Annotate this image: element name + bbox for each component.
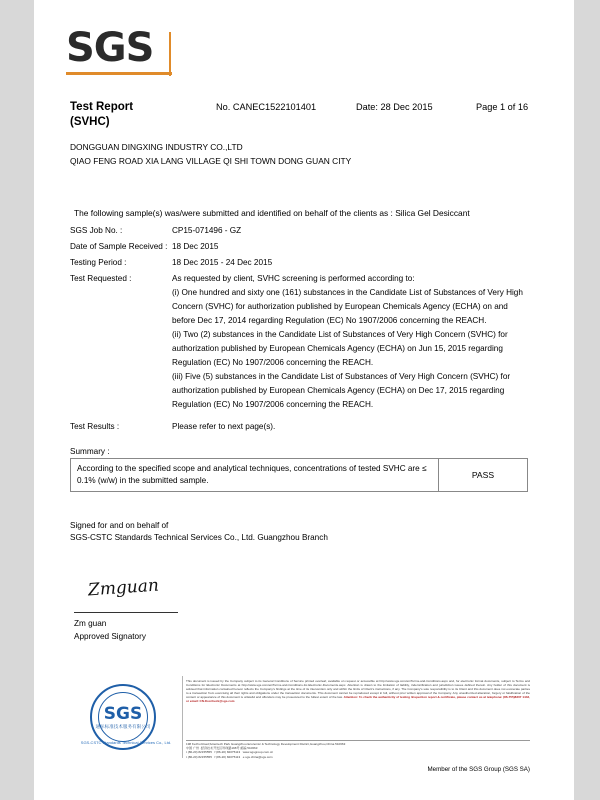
legal-fine-print <box>186 680 530 703</box>
signing-company: SGS-CSTC Standards Technical Services Co., Ltd. Guangzhou Branch <box>70 533 328 542</box>
company-stamp <box>74 682 178 754</box>
fax-1: f (86-20) 82075113 <box>214 750 241 755</box>
footer-divider <box>182 676 183 758</box>
legal-terms-text: This document is issued by the Company subject to its General Conditions of Service printed overleaf, available on request or accessible at http://www.sgs.com/en/Terms-and-Conditions.aspx and, for electronic format documents, subject to Terms and Conditions for Electronic Documents at http://www.sgs.com/en/Terms-and-Conditions-for-Electronic-Documents.aspx. Attention is drawn to the limitation of liability, indemnification and jurisdiction issues defined therein. Any holder of this document is advised that information contained hereon reflects the Company's findings at the time of its intervention only and within the limits of Client's instructions, if any. The Company's sole responsibility is to its Client and this document does not exonerate parties to a transaction from exercising all their rights and obligations under the transaction documents. This document cannot be reproduced except in full, without prior written approval of the Company. Any unauthorized alteration, forgery or falsification of the content or appearance of this document is unlawful and offenders may be prosecuted to the fullest extent of the law. <box>186 679 530 699</box>
report-title-line2: (SVHC) <box>70 116 110 128</box>
field-label: Test Results : <box>70 422 120 431</box>
field-value: 18 Dec 2015 - 24 Dec 2015 <box>172 258 273 267</box>
status-badge: PASS <box>438 459 527 491</box>
signatory-role: Approved Signatory <box>74 632 146 641</box>
address-divider <box>186 740 530 741</box>
report-date: Date: 28 Dec 2015 <box>356 102 433 112</box>
email: e sgs.china@sgs.com <box>242 754 273 759</box>
signature-line <box>74 612 178 613</box>
summary-text: According to the specified scope and analytical techniques, concentrations of tested SVHC are ≤ 0.1% (w/w) in the submitted sample. <box>77 464 427 485</box>
field-row <box>70 240 530 254</box>
stamp-sgs-text: SGS <box>103 704 143 724</box>
signed-for-text: Signed for and on behalf of <box>70 521 169 530</box>
report-title-line1: Test Report <box>70 101 134 113</box>
field-label: Date of Sample Received : <box>70 242 168 251</box>
signature-image: Zmguan <box>87 575 160 601</box>
phone-2: t (86-20) 82155555 <box>186 754 212 759</box>
field-label: SGS Job No. : <box>70 226 123 235</box>
field-row-test-results <box>70 420 530 434</box>
summary-label: Summary : <box>70 447 110 456</box>
logo-underline <box>66 72 172 75</box>
sgs-logo-text: SGS <box>66 25 154 71</box>
field-value <box>172 272 530 412</box>
field-value: Please refer to next page(s). <box>172 422 276 431</box>
stamp-chinese-text: 通标标准技术服务有限公司 <box>95 724 151 729</box>
field-row-test-requested <box>70 272 530 412</box>
legal-warning-text: Attention: To check the authenticity of testing /inspection report & certificate, please contact us at telephone: (86-755)8307 1443, or email: CN.Doccheck@sgs.com <box>186 694 530 703</box>
client-block <box>70 140 351 168</box>
summary-box <box>70 458 528 492</box>
contact-line-2 <box>186 755 530 759</box>
page-title <box>70 100 133 130</box>
field-label: Test Requested : <box>70 274 132 283</box>
logo-vertical-bar <box>169 32 171 76</box>
page-margin-right <box>574 0 600 800</box>
page-margin-left <box>0 0 34 800</box>
signatory-block <box>74 617 146 643</box>
test-requested-intro: As requested by client, SVHC screening is performed according to: <box>172 274 415 283</box>
signed-block <box>70 520 328 544</box>
fax-2: f (86-20) 82075113 <box>214 754 241 759</box>
address-english: 198 Kezhu Road,Scientech Park Guangzhou Economic & Technology Development District,Guangzhou,China 510663 <box>186 742 346 746</box>
sgs-logo <box>66 26 186 78</box>
client-name: DONGGUAN DINGXING INDUSTRY CO.,LTD <box>70 142 243 152</box>
stamp-arc-text: SGS-CSTC Standards Technical Services Co., Ltd. <box>80 740 172 745</box>
test-requested-item-iii: (iii) Five (5) substances in the Candidate List of Substances of Very High Concern (SVHC) for authorization published by European Chemicals Agency (ECHA) on Dec 17, 2015 regarding Regulation (EC) No 1907/2006 concerning the REACH. <box>172 372 511 409</box>
test-requested-item-ii: (ii) Two (2) substances in the Candidate List of Substances of Very High Concern (SVHC) for authorization published by European Chemicals Agency (ECHA) on Jun 15, 2015 regarding Regulation (EC) No 1907/2006 concerning the REACH. <box>172 330 508 367</box>
field-label: Testing Period : <box>70 258 127 267</box>
footer-address <box>186 742 530 759</box>
field-value: CP15-071496 - GZ <box>172 226 242 235</box>
field-row <box>70 256 530 270</box>
sample-intro: The following sample(s) was/were submitted and identified on behalf of the clients as : Silica Gel Desiccant <box>74 208 470 218</box>
field-value: 18 Dec 2015 <box>172 242 219 251</box>
address-chinese: 中国 广州 ·经济技术开发区科珠路198号 邮编 510663 <box>186 746 258 751</box>
phone-1: t (86-20) 82155555 <box>186 750 212 755</box>
website: www.sgsgroup.com.cn <box>242 750 274 755</box>
client-address: QIAO FENG ROAD XIA LANG VILLAGE QI SHI TOWN DONG GUAN CITY <box>70 156 352 166</box>
footer-member-text: Member of the SGS Group (SGS SA) <box>427 766 530 773</box>
page-indicator: Page 1 of 16 <box>476 102 529 112</box>
report-number: No. CANEC1522101401 <box>216 102 317 112</box>
fields-table <box>70 224 530 436</box>
test-requested-item-i: (i) One hundred and sixty one (161) substances in the Candidate List of Substances of Very High Concern (SVHC) for authorization published by European Chemicals Agency (ECHA) on and before Dec 17, 2014 regarding Regulation (EC) No 1907/2006 concerning the REACH. <box>172 288 523 325</box>
signatory-name: Zm guan <box>74 619 107 628</box>
field-row <box>70 224 530 238</box>
